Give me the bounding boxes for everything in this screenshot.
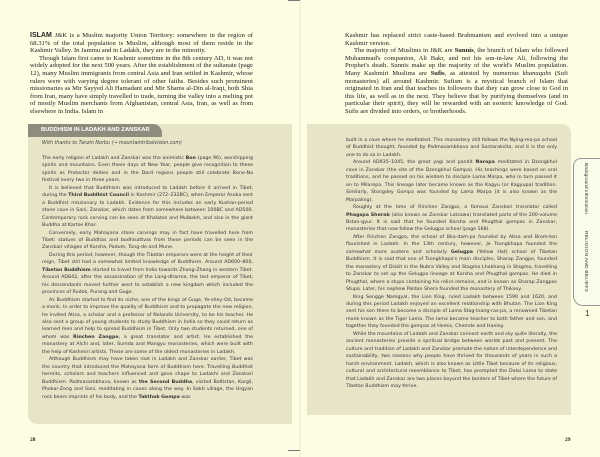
text-run: in Kashmir (272–232BC), when Emperor Asoka sent a Buddhist missionary to Ladakh. Evidence for this includes an early Kushan-period stone cave in Sani, Zanskar, which dates from somewhere between 100BC and AD500. Contemporary rock carving can be seen at Khalatse and Mulbekh, and also in the giant Buddha at Kartse Khar. xyxy=(42,193,254,229)
text-run: (Yellow Hat) school of Tibetan Buddhism. It is said that one of Tsongkhapa's main disciples, Sharap Zangpo, founded the monastery of Diskit in the Nubra Valley and Stagmo Lhakhang in Stagmo, travelling to Zanskar to set up the Gelugpa lineage at Karsha and Phugthal gompas. He died in Phugthal, where a stupa containing his relics remains, and is known as Sharap Zangpos Stupa. Later, his nephew Paldan Shera founded the monastery of Thiksey. xyxy=(346,249,557,293)
page-number: 29 xyxy=(565,437,571,443)
paragraph xyxy=(345,47,568,115)
paragraph xyxy=(42,230,253,252)
text-run: Roughly at the time of Rinchen Zangpo, a famous Zanskari translator called xyxy=(353,205,557,211)
emphasis-text: Naropa xyxy=(475,160,495,166)
section-lead: ISLAM xyxy=(30,32,55,39)
text-run: While the mountains of Ladakh and Zanskar connect earth and sky quite literally, the ancient monasteries provide a spiritual bridge between worlds past and present. The culture and tradition of Ladakh and Zanskar promote the notion of interdependence and sustainability, two reasons why people have thrived for thousands of years in such a harsh environment. Ladakh, which is also known as Little Tibet because of its religious, cultural and architectural resemblance to Tibet, has prompted the Dalai Lama to state that Ladakh and Zanskar are two places beyond the borders of Tibet where the future of Tibetan Buddhism may thrive. xyxy=(346,331,557,389)
text-run: Kashmir has replaced strict caste-based Brahmanism and evolved into a unique Kashmir version. xyxy=(345,32,568,47)
paragraph xyxy=(346,204,557,234)
text-run: J&K is a Muslim majority Union Territory: somewhere in the region of 68.31% of the total population is Muslim, although most of them reside in the Kashmir Valley. In Jammu and in Ladakh, they are in the minority. xyxy=(30,32,253,55)
paragraph xyxy=(346,294,557,331)
text-run: Though Islam first came to Kashmir sometime in the 8th century AD, it was not widely adopted for the next 500 years. After the establishment of the sultanate (page 12), many Muslim immigrants from central Asia and Iran settled in Kashmir, whose rulers were with varying degree tolerant of other faiths. Besides such prominent missionaries as Mir Sayyed Ali Hamadani and Mir Shams al-Din al-Iraqi, both Shia from Iran, many have simply travelled to trade, turning the valley into a melting pot of mostly Muslim merchants from Afghanistan, central Asia, Iran, as well as from elsewhere in India. Islam in xyxy=(30,54,253,115)
text-run: After Rinchen Zangpo, the school of Bka-dam-pa founded by Atisa and Brom-ton flourished in Ladakh. In the 13th century, however, Je Tsongkhapa founded the somewhat more austere and scholarly xyxy=(346,234,557,255)
paragraph xyxy=(346,331,557,391)
left-body-text xyxy=(30,32,253,116)
paragraph xyxy=(346,159,557,204)
box-text-left xyxy=(42,155,253,401)
text-run: built in a cave where he meditated. This monastery still follows the Nying-ma-pa school of Buddhist thought, founded by Padmasambhava and Santaraksita, and it is the only one to do so in Ladakh. xyxy=(346,138,557,158)
section-label: Background Information xyxy=(583,163,588,214)
paragraph xyxy=(346,234,557,294)
text-run: (page 96), worshipping spirits and mountains. Even these days at New Year, people give recognition to these spirits as Protector deities and in the Dard regions people still celebrate Bono-Na festival every two in three years. xyxy=(42,156,254,184)
text-run: King Sengge Namgyal, the Lion King, ruled Ladakh between 1590 and 1620, and during this period Ladakh enjoyed an excellent relationship with Bhutan. The Lion King sent his son there to become a disciple of Lama Stag-tsang-ras-pa, a renowned Tibetan monk known as the Tiger Lama. The lama became teacher to both father and son, and together they founded the gompas at Hemis, Chemde and Hanley. xyxy=(346,294,557,330)
paragraph xyxy=(30,55,253,116)
emphasis-text: khanaqahs xyxy=(522,69,552,77)
paragraph xyxy=(346,137,557,159)
text-run: , as attested by numerous xyxy=(444,69,523,77)
page-number: 28 xyxy=(30,437,36,443)
emphasis-text: Gelugpa xyxy=(450,249,473,255)
box-text-right xyxy=(346,137,557,390)
box-credit: With thanks to Tanzin Norbu (→ mountaintribalvision.com) xyxy=(42,141,182,146)
emphasis-text: Sunnis xyxy=(454,47,474,55)
emphasis-text: Phagspa Sherab xyxy=(346,212,390,218)
paragraph xyxy=(42,356,253,401)
text-run: It is believed that Buddhism was introduced to Ladakh before it arrived in Tibet, during the xyxy=(42,185,253,199)
paragraph xyxy=(42,252,253,297)
paragraph xyxy=(30,32,253,55)
text-run: , visited Baltistan, Kargil, Phokar-Zong and Sani, meditating in caves along the way. In Sakti village, the Urgyan rock bears imprints of his body, and the xyxy=(42,379,253,400)
text-run: started to travel from India towards Zhang-Zhang in western Tibet. Around AD842, after the assassination of the Lang-dharma, the last emperor of Tibet, his descendants moved further west to establish a new kingdom which included the provinces of Rudok, Purang and Guge. xyxy=(42,267,253,296)
left-page xyxy=(0,0,299,457)
emphasis-text: Takthok Gompa xyxy=(138,394,180,400)
emphasis-text: Tibetan Buddhism xyxy=(42,267,91,273)
text-run: was xyxy=(179,394,191,400)
text-run: During this period, however, though the Tibetan emperors were at the height of their reign, Tibet still had a somewhat limited knowledge of Buddhism. Around AD600–800, xyxy=(42,252,253,266)
text-run: The early religion of Ladakh and Zanskar was the animistic xyxy=(42,156,186,161)
paragraph xyxy=(42,185,253,230)
chapter-label: RELIGION AND BELIEFS xyxy=(583,231,588,293)
text-run: As Buddhism started to find its niche, one of the kings of Guge, Ye-shey-Od, became a monk. In order to improve the quality of Buddhism and to propagate the new religion, he invited Atisa, a scholar and a professor of Nalanda University, to be his teacher. He also sent a group of young students to study Buddhism in India so they could return as learned men and help to spread Buddhism in Tibet. Only two students returned, one of whom was xyxy=(42,297,253,340)
text-run: (Sufi monasteries) all around Kashmir. Sufism is a mystical branch of Islam that originated in Iran and that teaches its followers that they can grow close to God in this life, as well as in the next. They believe that by purifying themselves (and in particular their spirit), they will be rewarded with an esoteric knowledge of God. Sufis are divided into orders, or brotherhoods. xyxy=(345,69,569,115)
text-run: Although Buddhism may have taken root in Ladakh and Zanskar earlier, Tibet was the country that introduced the Mahayana form of Buddhism here. Travelling Buddhist hermits, scholars and teachers influenced and gave shape to Ladakhi and Zanskari Buddhism. Padmasambhava, known as xyxy=(42,357,253,385)
text-run: Conversely, early Mahayana stone carvings may in fact have travelled here from Tibet: statues of Buddhas and bodhisattvas from these periods can be seen in the Zanskari villages of Karsha, Padum, Tong-de and Mune. xyxy=(42,230,253,251)
text-run: , the branch of Islam who followed Muhammad's companion, Ali Bakr, and not his son-in-law Ali, following the Prophet's death. Sunnis make up the majority of the world's Muslim population. Many Kashmiri Muslims are xyxy=(345,47,569,77)
emphasis-text: Rinchen Zangpo xyxy=(73,334,119,340)
chapter-number: 1 xyxy=(585,309,590,318)
text-run: The majority of Muslims in J&K are xyxy=(354,47,455,55)
box-title: BUDDHISM IN LADAKH AND ZANSKAR xyxy=(28,124,162,137)
emphasis-text: Sufis xyxy=(430,69,445,77)
right-page xyxy=(301,0,600,457)
paragraph xyxy=(42,155,253,185)
emphasis-text: the Second Buddha xyxy=(138,379,193,385)
emphasis-text: Third Buddhist Council xyxy=(68,193,129,199)
text-run: , a great translator and artist. He established the monastery at Alchi and, later, Sumda and Mangyu monasteries, which were built with the help of Kashmiri artists. These are some of the oldest monasteries in Ladakh. xyxy=(42,334,254,355)
text-run: Around AD935–1045, the great yogi and pandit xyxy=(353,160,476,166)
emphasis-text: Bon xyxy=(185,156,196,161)
paragraph xyxy=(345,32,568,47)
chapter-side-tab[interactable] xyxy=(573,158,600,306)
text-run: (also known as Zanskar Lotsawa) translated parts of the 200-volume Bstan-gyur. It is said that he founded Karsha and Phugthal gompas in Zanskar, monasteries that now follow the Gelugpa school (page 168). xyxy=(346,212,558,233)
right-body-text xyxy=(345,32,568,116)
paragraph xyxy=(42,297,253,357)
text-run: meditated in Dzongkhul cave in Zanskar (the site of the Dzongkhul Gompa). His teachings were based on oral traditions, and he passed on his wisdom to disciple Lama Marpa, who in turn passed it on to Milarepa. This lineage later became known as the Kagyu (or Kagyupa) tradition. Similarly, Stongdey Gompa was founded by Lama Marpa (it is also known as the Marpaling). xyxy=(346,160,557,203)
